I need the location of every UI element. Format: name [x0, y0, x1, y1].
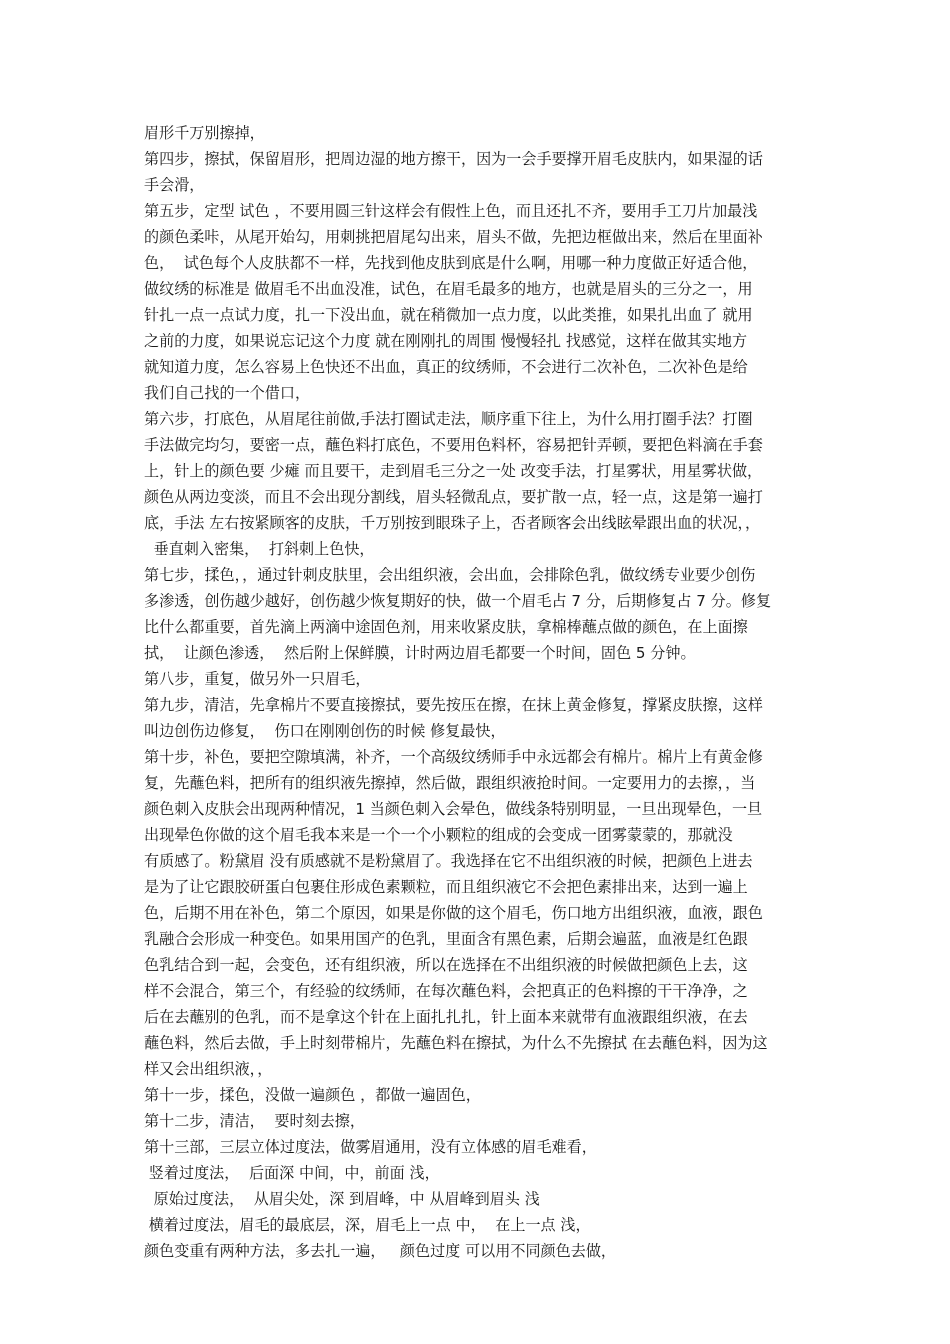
body-text — [144, 120, 812, 1264]
text-line: 颜色从两边变淡，而且不会出现分割线，眉头轻微乱点，要扩散一点，轻一点，这是第一遍打 — [144, 488, 763, 506]
text-line: 的颜色柔咔，从尾开始勾，用刺挑把眉尾勾出来，眉头不做，先把边框做出来，然后在里面补 — [144, 228, 763, 246]
text-line: 手会滑， — [144, 176, 205, 194]
text-line: 我们自己找的一个借口， — [144, 384, 311, 402]
text-line: 手法做完均匀，要密一点，蘸色料打底色，不要用色料杯，容易把针弄顿，要把色料滴在手套 — [144, 436, 763, 454]
text-line: 针扎一点一点试力度，扎一下没出血，就在稍微加一点力度，以此类推，如果扎出血了 就用 — [144, 306, 753, 324]
text-line: 原始过度法， 从眉尖处，深 到眉峰，中 从眉峰到眉头 浅 — [144, 1190, 540, 1208]
text-line: 多渗透，创伤越少越好，创伤越少恢复期好的快，做一个眉毛占 7 分，后期修复占 7 分。修复 — [144, 592, 772, 610]
text-line: 第十二步，清洁， 要时刻去擦， — [144, 1112, 365, 1130]
text-line: 第八步，重复，做另外一只眉毛， — [144, 670, 371, 688]
text-line: 第十三部，三层立体过度法，做雾眉通用，没有立体感的眉毛难看， — [144, 1138, 597, 1156]
text-line: 横着过度法，眉毛的最底层，深，眉毛上一点 中， 在上一点 浅， — [144, 1216, 591, 1234]
text-line: 第十一步，揉色，没做一遍颜色 ，都做一遍固色， — [144, 1086, 481, 1104]
text-line: 乳融合会形成一种变色。如果用国产的色乳，里面含有黑色素，后期会遍蓝，血液是红色跟 — [144, 930, 748, 948]
text-line: 样又会出组织液，， — [144, 1060, 273, 1078]
text-line: 是为了让它跟胶研蛋白包裹住形成色素颗粒，而且组织液它不会把色素排出来，达到一遍上 — [144, 878, 748, 896]
text-line: 第六步，打底色，从眉尾往前做,手法打圈试走法，顺序重下往上，为什么用打圈手法？打圈 — [144, 410, 753, 428]
text-line: 第五步，定型 试色 ，不要用圆三针这样会有假性上色，而且还扎不齐，要用手工刀片加最浅 — [144, 202, 758, 220]
text-line: 第四步，擦拭，保留眉形，把周边湿的地方擦干，因为一会手要撑开眉毛皮肤内，如果湿的话 — [144, 150, 763, 168]
text-line: 上，针上的颜色要 少瘫 而且要干，走到眉毛三分之一处 改变手法，打星雾状，用星雾状做， — [144, 462, 763, 480]
text-line: 后在去蘸别的色乳，而不是拿这个针在上面扎扎扎，针上面本来就带有血液跟组织液，在去 — [144, 1008, 748, 1026]
text-line: 做纹绣的标准是 做眉毛不出血没准，试色，在眉毛最多的地方，也就是眉头的三分之一，用 — [144, 280, 753, 298]
text-line: 出现晕色你做的这个眉毛我本来是一个一个小颗粒的组成的会变成一团雾蒙蒙的，那就没 — [144, 826, 733, 844]
text-line: 色乳结合到一起，会变色，还有组织液，所以在选择在不出组织液的时候做把颜色上去，这 — [144, 956, 748, 974]
text-line: 颜色刺入皮肤会出现两种情况，1 当颜色刺入会晕色，做线条特别明显，一旦出现晕色，一旦 — [144, 800, 763, 818]
text-line: 蘸色料，然后去做，手上时刻带棉片，先蘸色料在擦拭，为什么不先擦拭 在去蘸色料，因为这 — [144, 1034, 768, 1052]
text-line: 有质感了。粉黛眉 没有质感就不是粉黛眉了。我选择在它不出组织液的时候，把颜色上进去 — [144, 852, 753, 870]
text-line: 眉形千万别擦掉， — [144, 124, 265, 142]
text-line: 第九步，清洁，先拿棉片不要直接擦拭，要先按压在擦，在抹上黄金修复，撑紧皮肤擦，这样 — [144, 696, 763, 714]
text-line: 叫边创伤边修复， 伤口在刚刚创伤的时候 修复最快， — [144, 722, 506, 740]
text-line: 色，后期不用在补色，第二个原因，如果是你做的这个眉毛，伤口地方出组织液，血液，跟色 — [144, 904, 763, 922]
text-line: 比什么都重要，首先滴上两滴中途固色剂，用来收紧皮肤，拿棉棒蘸点做的颜色，在上面擦 — [144, 618, 748, 636]
text-line: 第十步，补色，要把空隙填满，补齐，一个高级纹绣师手中永远都会有棉片。棉片上有黄金修 — [144, 748, 763, 766]
text-line: 第七步，揉色，，通过针刺皮肤里，会出组织液，会出血，会排除色乳，做纹绣专业要少创伤 — [144, 566, 756, 584]
text-line: 就知道力度，怎么容易上色快还不出血，真正的纹绣师，不会进行二次补色，二次补色是给 — [144, 358, 748, 376]
text-line: 底，手法 左右按紧顾客的皮肤，千万别按到眼珠子上，否者顾客会出线眩晕跟出血的状况，， — [144, 514, 761, 532]
text-line: 色， 试色每个人皮肤都不一样，先找到他皮肤到底是什么啊，用哪一种力度做正好适合他， — [144, 254, 758, 272]
text-line: 垂直刺入密集， 打斜刺上色快， — [144, 540, 375, 558]
text-line: 复，先蘸色料，把所有的组织液先擦掉，然后做，跟组织液抢时间。一定要用力的去擦，，当 — [144, 774, 756, 792]
text-line: 拭， 让颜色渗透， 然后附上保鲜膜，计时两边眉毛都要一个时间，固色 5 分钟。 — [144, 644, 696, 662]
text-line: 之前的力度，如果说忘记这个力度 就在刚刚扎的周围 慢慢轻扎 找感觉，这样在做其实地方 — [144, 332, 748, 350]
text-line: 竖着过度法， 后面深 中间，中，前面 浅， — [144, 1164, 440, 1182]
text-line: 颜色变重有两种方法，多去扎一遍， 颜色过度 可以用不同颜色去做， — [144, 1242, 617, 1260]
text-line: 样不会混合，第三个，有经验的纹绣师，在每次蘸色料，会把真正的色料擦的干干净净，之 — [144, 982, 748, 1000]
